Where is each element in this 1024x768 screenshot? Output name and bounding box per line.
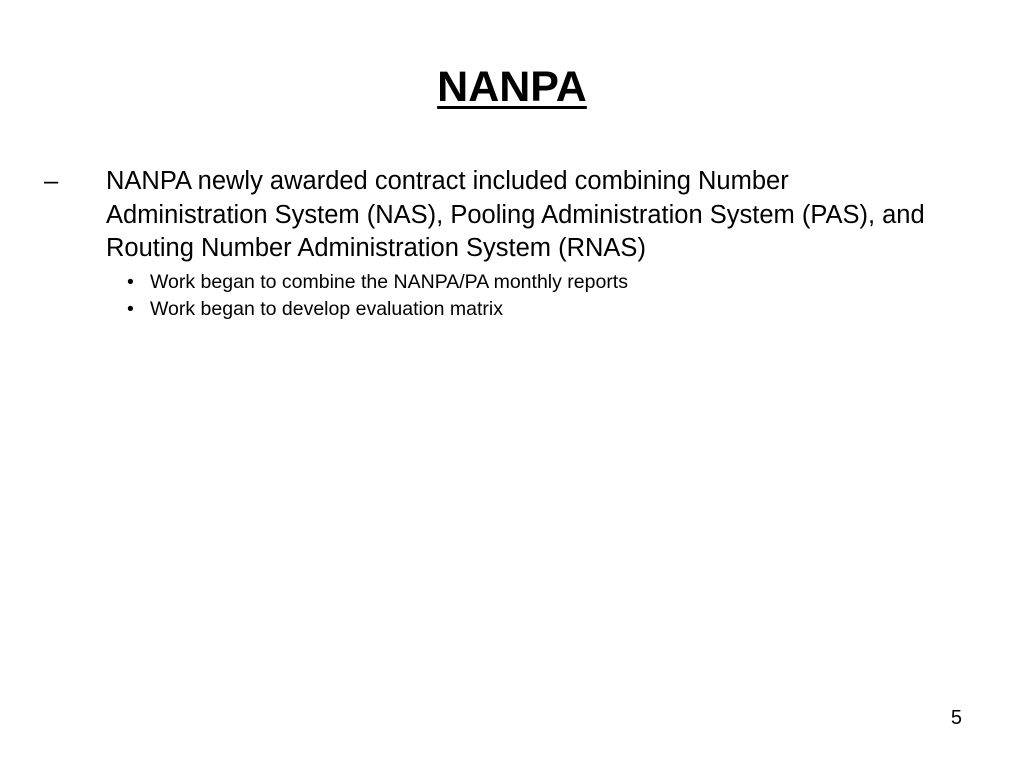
bullet-marker: •: [127, 270, 134, 293]
main-bullet-text: NANPA newly awarded contract included combining Number Administration System (NAS), Pooling Administration System (PAS), and Routing Number Administration System (RNAS): [106, 167, 925, 262]
slide-content: [44, 165, 944, 324]
slide-title: NANPA: [437, 63, 587, 111]
sub-bullet-item: [44, 296, 944, 324]
main-bullet: [44, 165, 944, 266]
dash-marker: –: [44, 167, 59, 195]
sub-bullet-item: [44, 269, 944, 297]
sub-bullet-text: Work began to develop evaluation matrix: [150, 298, 504, 320]
sub-bullet-list: [44, 269, 944, 324]
page-number: 5: [950, 707, 962, 729]
sub-bullet-text: Work began to combine the NANPA/PA monthly reports: [150, 270, 628, 293]
bullet-marker: •: [127, 298, 134, 320]
